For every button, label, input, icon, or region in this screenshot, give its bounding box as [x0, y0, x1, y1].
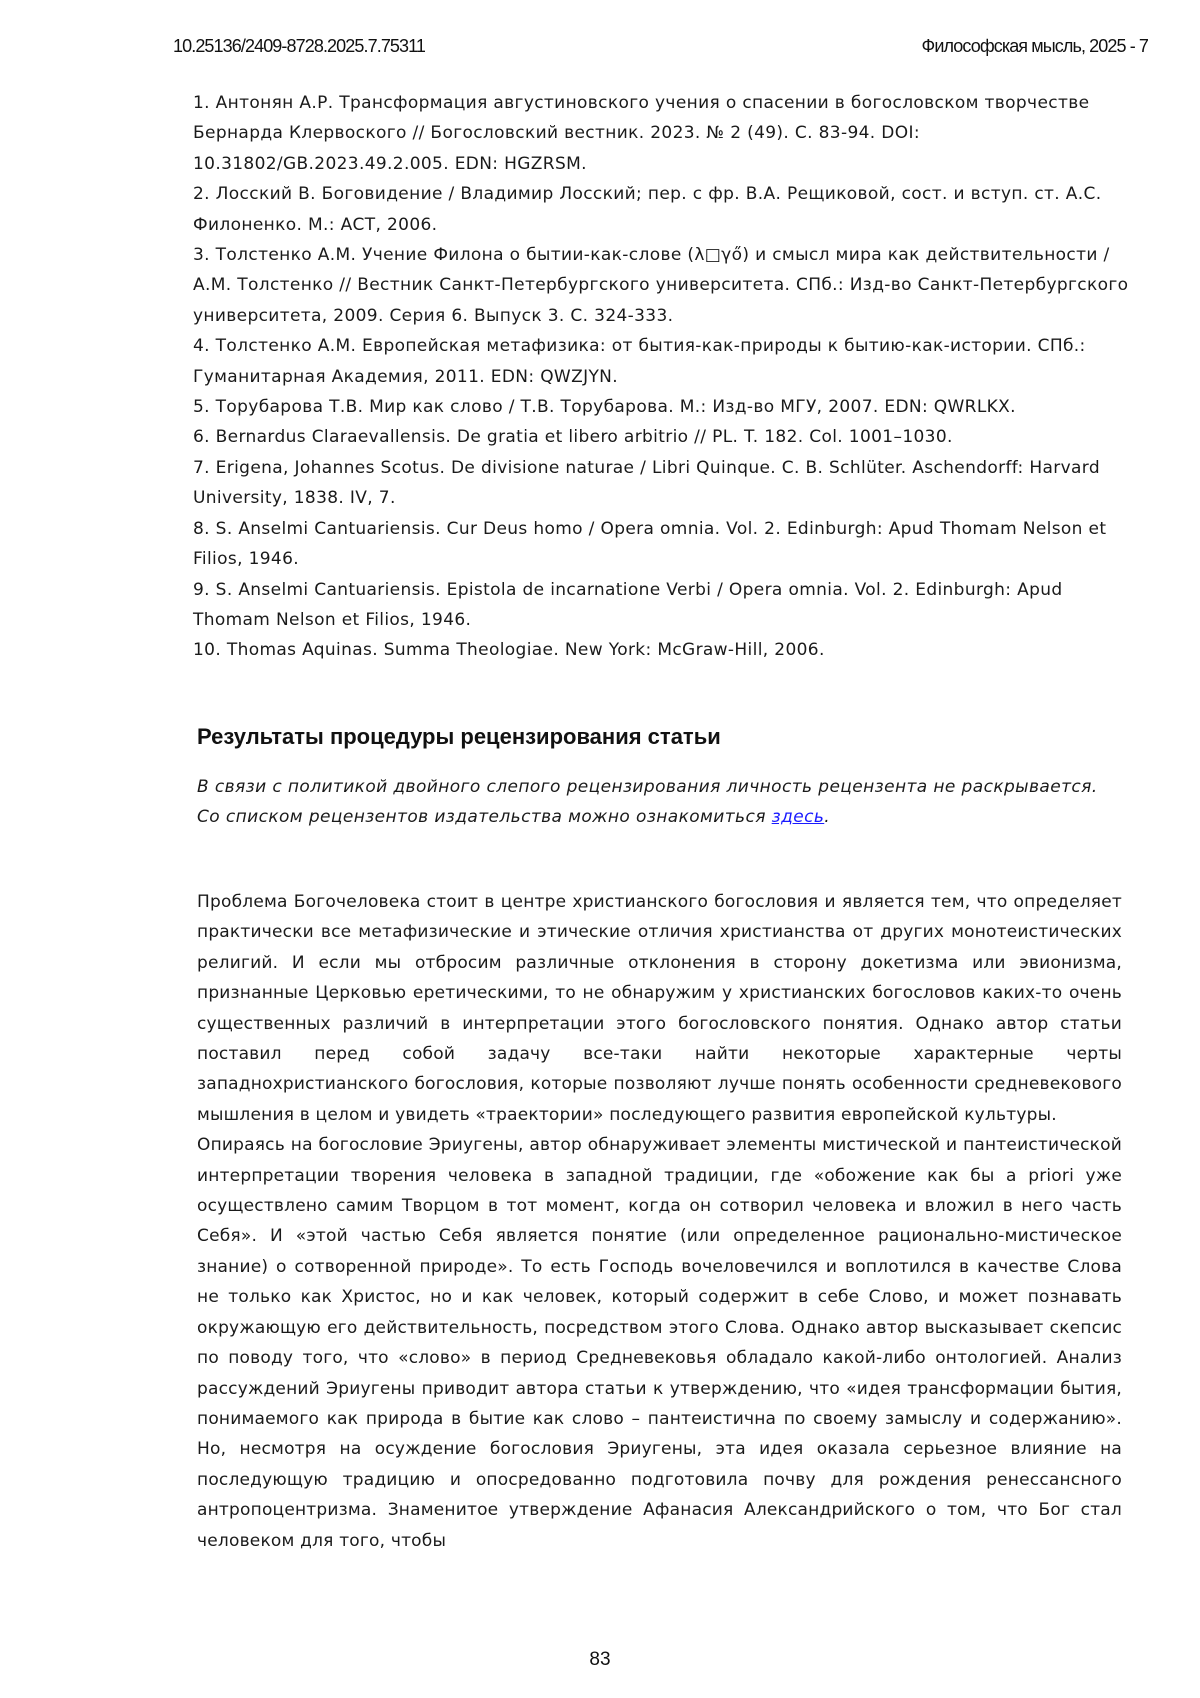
reference-list: [193, 88, 1133, 666]
running-head: [173, 36, 1148, 60]
reviewers-note-text: Со списком рецензентов издательства можно ознакомиться: [197, 807, 772, 828]
reference-item: 6. Bernardus Claraevallensis. De gratia et libero arbitrio // PL. T. 182. Col. 1001–1030.: [193, 427, 953, 448]
doi-text: 10.25136/2409-8728.2025.7.75311: [173, 36, 426, 56]
reference-item: 7. Erigena, Johannes Scotus. De divisione naturae / Libri Quinque. C. B. Schlüter. Aschendorff: Harvard University, 1838. IV, 7.: [193, 457, 1100, 509]
reference-item: 2. Лосский В. Боговидение / Владимир Лосский; пер. с фр. В.А. Рещиковой, сост. и вступ. ст. А.С. Филоненко. М.: АСТ, 2006.: [193, 184, 1102, 235]
review-paragraph: Опираясь на богословие Эриугены, автор обнаруживает элементы мистической и пантеистической интерпретации творения человека в западной традиции, где «обожение как бы a priori уже осуществлено самим Творцом в тот момент, когда он сотворил человека и вложил в него часть Себя». И «этой частью Себя является понятие (или определенное рационально-мистическое знание) о сотворенной природе». То есть Господь вочеловечился и воплотился в качестве Слова не только как Христос, но и как человек, который содержит в себе Слово, и может познавать окружающую его действительность, посредством этого Слова. Однако автор высказывает скепсис по поводу того, что «слово» в период Средневековья обладало какой-либо онтологией. Анализ рассуждений Эриугены приводит автора статьи к утверждению, что «идея трансформации бытия, понимаемого как природа в бытие как слово – пантеистична по своему замыслу и содержанию». Но, несмотря на осуждение богословия Эриугены, эта идея оказала серьезное влияние на последующую традицию и опосредованно подготовила почву для рождения ренессансного антропоцентризма. Знаменитое утверждение Афанасия Александрийского о том, что Бог стал человеком для того, чтобы: [197, 1135, 1122, 1551]
reference-item: 3. Толстенко А.М. Учение Филона о бытии-как-слове (λ□γő) и смысл мира как действительности / А.М. Толстенко // Вестник Санкт-Петербургского университета. СПб.: Изд-во Санкт-Петербургского университета, 2009. Серия 6. Выпуск 3. С. 324-333.: [193, 245, 1129, 326]
review-paragraph: Проблема Богочеловека стоит в центре христианского богословия и является тем, что определяет практически все метафизические и этические отличия христианства от других монотеистических религий. И если мы отбросим различные отклонения в сторону докетизма или эвионизма, признанные Церковью еретическими, то не обнаружим у христианских богословов каких-то очень существенных различий в интерпретации этого богословского понятия. Однако автор статьи поставил перед собой задачу все-таки найти некоторые характерные черты западнохристианского богословия, которые позволяют лучше понять особенности средневекового мышления в целом и увидеть «траектории» последующего развития европейской культуры.: [197, 892, 1122, 1125]
reviewers-list-link[interactable]: здесь: [771, 807, 825, 828]
reference-item: 5. Торубарова Т.В. Мир как слово / Т.В. Торубарова. М.: Изд-во МГУ, 2007. EDN: QWRLKX.: [193, 397, 1016, 418]
reference-item: 1. Антонян А.Р. Трансформация августиновского учения о спасении в богословском творчестве Бернарда Клервоского // Богословский вестник. 2023. № 2 (49). С. 83-94. DOI: 10.31802/GB.2023.49.2.005. EDN: HGZRSM.: [193, 93, 1090, 174]
review-body: [197, 887, 1122, 1556]
reference-item: 8. S. Anselmi Cantuariensis. Cur Deus homo / Opera omnia. Vol. 2. Edinburgh: Apud Thomam Nelson et Filios, 1946.: [193, 518, 1107, 570]
blind-review-note: В связи с политикой двойного слепого рецензирования личность рецензента не раскрывается.: [197, 777, 1098, 797]
reviewers-list-note: [197, 802, 1122, 832]
page-number: 83: [589, 1649, 611, 1670]
reference-item: 10. Thomas Aquinas. Summa Theologiae. New York: McGraw-Hill, 2006.: [193, 640, 825, 661]
reference-item: 9. S. Anselmi Cantuariensis. Epistola de incarnatione Verbi / Opera omnia. Vol. 2. Edinburgh: Apud Thomam Nelson et Filios, 1946.: [193, 579, 1063, 630]
review-section-heading: Результаты процедуры рецензирования статьи: [197, 724, 721, 749]
reference-item: 4. Толстенко А.М. Европейская метафизика: от бытия-как-природы к бытию-как-истории. СПб.: Гуманитарная Академия, 2011. EDN: QWZJYN.: [193, 336, 1086, 387]
journal-issue: Философская мысль, 2025 - 7: [921, 36, 1148, 56]
review-note: [197, 772, 1122, 833]
reviewers-note-period: .: [824, 807, 831, 828]
